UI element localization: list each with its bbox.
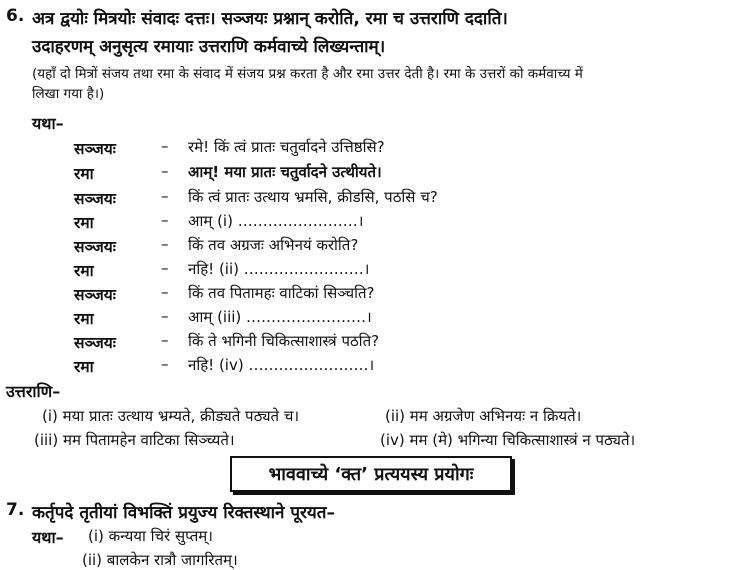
speaker-label: सञ्जयः (74, 190, 116, 208)
question-number: 7. (6, 500, 25, 520)
dialogue-line: आम् (iii) ……………………। (188, 308, 372, 326)
question-number: 6. (6, 6, 25, 26)
speaker-label: सञ्जयः (74, 334, 116, 352)
speaker-label: रमा (74, 165, 94, 183)
speaker-label: सञ्जयः (74, 238, 116, 256)
dash: – (161, 307, 169, 325)
dash: – (161, 187, 169, 205)
answer-item: (iii) मम पितामहेन वाटिका सिञ्च्यते। (34, 431, 235, 449)
dash: – (161, 355, 169, 373)
speaker-label: सञ्जयः (74, 140, 116, 158)
hindi-note-line1: (यहाँ दो मित्रों संजय तथा रमा के संवाद में संजय प्रश्न करता है और रमा उत्तर देती है। रमा के उत्तरों को कर्मवाच्य में (32, 66, 583, 82)
answer-item: (i) मया प्रातः उत्थाय भ्रम्यते, क्रीड्यते पठ्यते च। (42, 407, 300, 425)
speaker-label: सञ्जयः (74, 286, 116, 304)
speaker-label: रमा (74, 214, 94, 232)
dash: – (161, 235, 169, 253)
example-item: (i) कन्यया चिरं सुप्तम्। (88, 527, 213, 545)
dialogue-line: आम् (i) ……………………। (188, 212, 364, 230)
dialogue-line: आम्! मया प्रातः चतुर्वादने उत्थीयते। (188, 163, 382, 181)
speaker-label: रमा (74, 358, 94, 376)
example-label: यथा– (32, 114, 64, 133)
dash: – (161, 137, 169, 155)
question-instruction: कर्तृपदे तृतीयां विभक्तिं प्रयुज्य रिक्तस्थाने पूरयत– (32, 503, 335, 523)
dialogue-line: नहि! (iv) ……………………। (188, 356, 375, 374)
dialogue-line: रमे! किं त्वं प्रातः चतुर्वादने उत्तिष्ठसि? (188, 138, 385, 156)
dialogue-line: किं त्वं प्रातः उत्थाय भ्रमसि, क्रीडसि, पठसि च? (188, 188, 438, 206)
answer-item: (ii) मम अग्रजेण अभिनयः न क्रियते। (385, 407, 582, 425)
dialogue-line: किं तव अग्रजः अभिनयं करोति? (188, 236, 359, 254)
dash: – (161, 331, 169, 349)
dash: – (161, 283, 169, 301)
question-instruction-line1: अत्र द्वयोः मित्रयोः संवादः दत्तः। सञ्जयः प्रश्नान् करोति, रमा च उत्तराणि ददाति। (32, 9, 508, 29)
dialogue-line: किं तव पितामहः वाटिकां सिञ्चति? (188, 284, 375, 302)
dash: – (161, 259, 169, 277)
hindi-note-line2: लिखा गया है।) (32, 86, 105, 102)
dialogue-line: किं ते भगिनी चिकित्साशास्त्रं पठति? (188, 332, 380, 350)
dash: – (161, 162, 169, 180)
speaker-label: रमा (74, 310, 94, 328)
example-label: यथा– (32, 528, 64, 547)
dash: – (161, 211, 169, 229)
dialogue-line: नहि! (ii) ……………………। (188, 260, 370, 278)
section-heading-text: भाववाच्ये ‘क्त’ प्रत्ययस्य प्रयोगः (268, 464, 474, 485)
example-item: (ii) बालकेन रात्रौ जागरितम्। (82, 551, 238, 569)
question-instruction-line2: उदाहरणम् अनुसृत्य रमायाः उत्तराणि कर्मवाच्ये लिख्यन्ताम्। (32, 37, 386, 57)
answers-label: उत्तराणि– (6, 382, 61, 401)
speaker-label: रमा (74, 262, 94, 280)
section-heading (230, 456, 512, 492)
answer-item: (iv) मम (मे) भगिन्या चिकित्साशास्त्रं न पठ्यते। (380, 431, 636, 449)
